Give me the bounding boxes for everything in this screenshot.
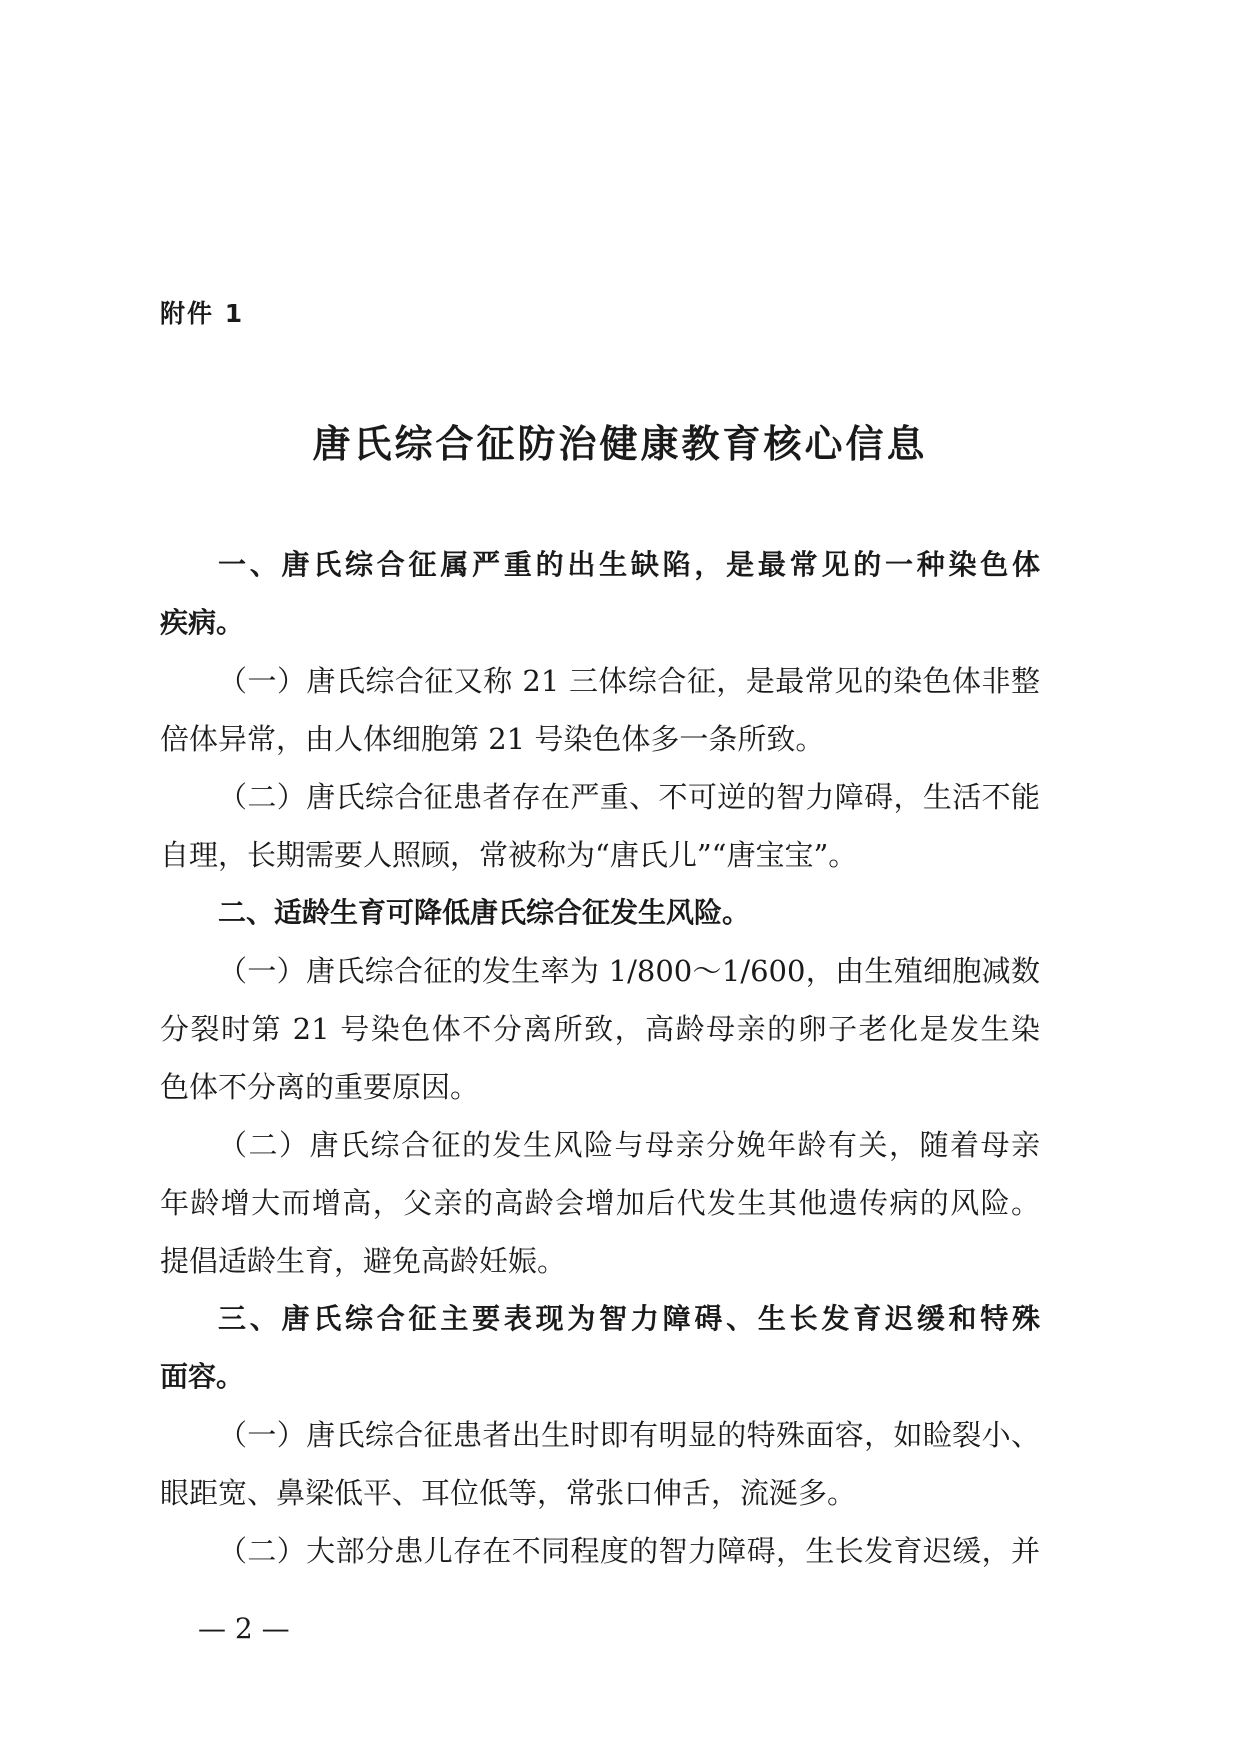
- section-heading-2: 二、适龄生育可降低唐氏综合征发生风险。: [218, 896, 751, 929]
- page-number: — 2 —: [198, 1612, 290, 1645]
- section-heading-1-cont: 疾病。: [160, 606, 245, 639]
- paragraph-line: 眼距宽、鼻梁低平、耳位低等，常张口伸舌，流涎多。: [160, 1476, 857, 1510]
- paragraph-line: （二）唐氏综合征的发生风险与母亲分娩年龄有关，随着母亲: [218, 1128, 1040, 1162]
- paragraph-line: （二）唐氏综合征患者存在严重、不可逆的智力障碍，生活不能: [218, 780, 1040, 814]
- attachment-label: 附件 1: [160, 299, 245, 328]
- paragraph-line: （一）唐氏综合征又称 21 三体综合征，是最常见的染色体非整: [218, 664, 1040, 698]
- paragraph-line: 自理，长期需要人照顾，常被称为“唐氏儿”“唐宝宝”。: [160, 838, 858, 872]
- paragraph-line: （一）唐氏综合征患者出生时即有明显的特殊面容，如睑裂小、: [218, 1418, 1040, 1452]
- paragraph-line: 倍体异常，由人体细胞第 21 号染色体多一条所致。: [160, 722, 825, 756]
- section-heading-3-cont: 面容。: [160, 1360, 245, 1393]
- document-title: 唐氏综合征防治健康教育核心信息: [312, 422, 928, 466]
- paragraph-line: （二）大部分患儿存在不同程度的智力障碍，生长发育迟缓，并: [218, 1534, 1040, 1568]
- section-heading-3: 三、唐氏综合征主要表现为智力障碍、生长发育迟缓和特殊: [218, 1302, 1040, 1335]
- paragraph-line: （一）唐氏综合征的发生率为 1/800～1/600，由生殖细胞减数: [218, 954, 1040, 988]
- paragraph-line: 色体不分离的重要原因。: [160, 1070, 480, 1104]
- paragraph-line: 提倡适龄生育，避免高龄妊娠。: [160, 1244, 567, 1278]
- paragraph-line: 年龄增大而增高，父亲的高龄会增加后代发生其他遗传病的风险。: [160, 1186, 1040, 1220]
- paragraph-line: 分裂时第 21 号染色体不分离所致，高龄母亲的卵子老化是发生染: [160, 1012, 1040, 1046]
- section-heading-1: 一、唐氏综合征属严重的出生缺陷，是最常见的一种染色体: [218, 548, 1040, 581]
